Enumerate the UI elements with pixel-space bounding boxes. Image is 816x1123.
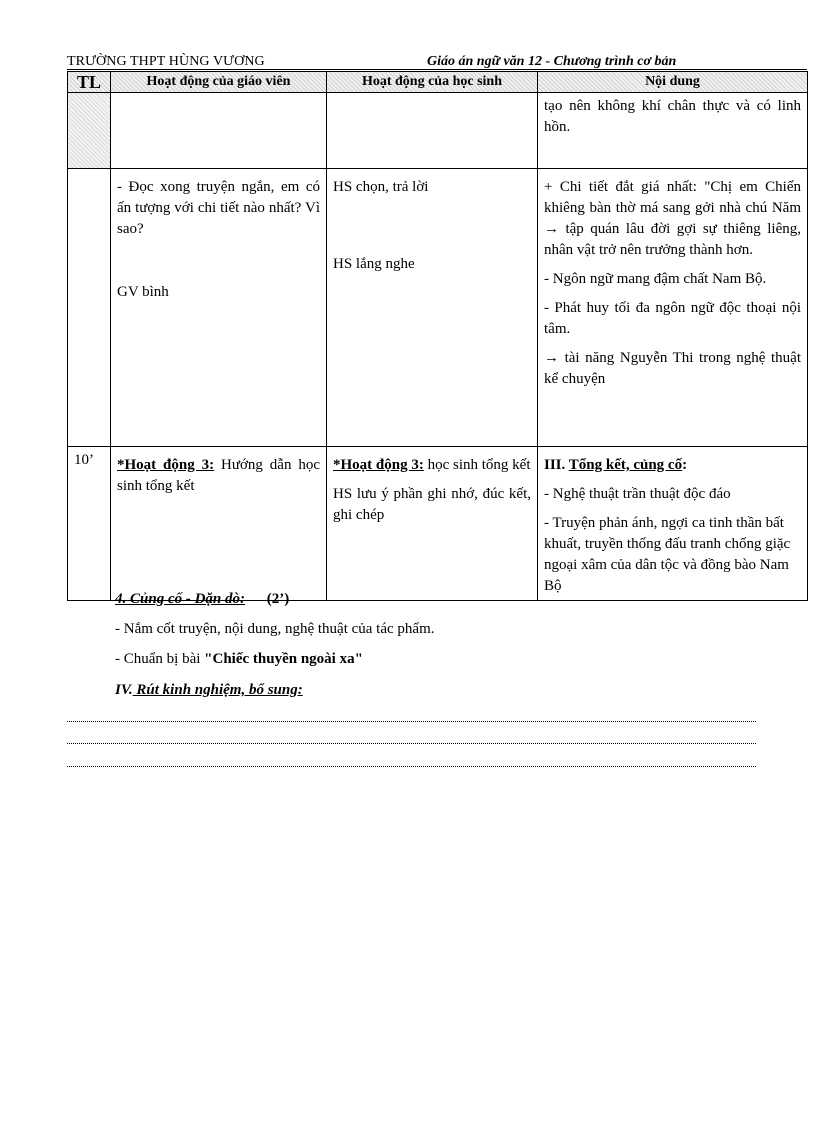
- teacher-activity-text: Hướng dẫn học sinh tổng kết: [117, 457, 320, 494]
- section-4-prepare: - Chuẩn bị bài "Chiếc thuyền ngoài xa": [115, 651, 363, 667]
- section-4-item: - Nắm cốt truyện, nội dung, nghệ thuật của tác phẩm.: [115, 621, 435, 637]
- summary-heading: III. Tổng kết, củng cố:: [544, 457, 688, 473]
- teacher-cell: [111, 169, 327, 447]
- tl-cell: [68, 169, 111, 447]
- section-4-title: 4. Củng cố - Dặn dò:: [115, 591, 246, 607]
- section-iv-heading: IV. Rút kinh nghiệm, bổ sung:: [115, 682, 303, 698]
- teacher-note: GV bình: [117, 284, 169, 300]
- table-row: [68, 447, 808, 601]
- table-row: [68, 93, 808, 169]
- table-header-row: [68, 72, 808, 93]
- document-title: Giáo án ngữ văn 12 - Chương trình cơ bản: [427, 54, 677, 69]
- content-cell: [538, 93, 808, 169]
- content-cell: [538, 447, 808, 601]
- content-paragraph: - Phát huy tối đa ngôn ngữ độc thoại nội tâm.: [544, 300, 801, 337]
- teacher-question: - Đọc xong truyện ngắn, em có ấn tượng với chi tiết nào nhất? Vì sao?: [117, 179, 320, 237]
- column-header-student: Hoạt động của học sinh: [327, 72, 538, 93]
- student-answer: HS chọn, trả lời: [333, 179, 429, 195]
- table-row: [68, 169, 808, 447]
- student-activity-text: học sinh tổng kết: [423, 457, 531, 473]
- page-header: [67, 53, 807, 71]
- student-activity-heading: *Hoạt động 3:: [333, 457, 424, 473]
- lesson-table: [67, 71, 808, 601]
- dotted-line: [67, 721, 756, 722]
- content-paragraph: - Truyện phản ánh, ngợi ca tinh thần bất khuất, truyền thống đấu tranh chống giặc ngoại xâm của dân tộc và đồng bào Nam Bộ: [544, 515, 791, 594]
- student-cell: [327, 447, 538, 601]
- column-header-tl: TL: [68, 72, 111, 93]
- student-listen: HS lắng nghe: [333, 256, 415, 272]
- tl-cell: [68, 93, 111, 169]
- section-4-heading: [115, 589, 289, 609]
- school-name: TRƯỜNG THPT HÙNG VƯƠNG: [67, 54, 265, 69]
- content-paragraph: + Chi tiết đắt giá nhất: "Chị em Chiến khiêng bàn thờ má sang gởi nhà chú Năm → tập quán lâu đời gợi sự thiêng liêng, nhân vật trở nên trưởng thành hơn.: [544, 179, 801, 258]
- column-header-content: Nội dung: [538, 72, 808, 93]
- teacher-cell: [111, 447, 327, 601]
- section-4-time: (2’): [266, 591, 290, 607]
- column-header-teacher: Hoạt động của giáo viên: [111, 72, 327, 93]
- dotted-line: [67, 766, 756, 767]
- student-cell: [327, 169, 538, 447]
- dotted-line: [67, 743, 756, 744]
- next-lesson-title: "Chiếc thuyền ngoài xa": [204, 651, 363, 667]
- teacher-activity-heading: *Hoạt động 3:: [117, 457, 215, 473]
- teacher-cell: [111, 93, 327, 169]
- content-paragraph: - Ngôn ngữ mang đậm chất Nam Bộ.: [544, 271, 767, 287]
- header-rule: [67, 69, 807, 70]
- content-cell: [538, 169, 808, 447]
- tl-cell: 10’: [68, 447, 111, 601]
- content-paragraph: → tài năng Nguyễn Thi trong nghệ thuật kể chuyện: [544, 350, 801, 387]
- student-note: HS lưu ý phần ghi nhớ, đúc kết, ghi chép: [333, 486, 531, 523]
- content-text: tạo nên không khí chân thực và có linh hồn.: [544, 98, 801, 135]
- content-paragraph: - Nghệ thuật trần thuật độc đáo: [544, 486, 731, 502]
- student-cell: [327, 93, 538, 169]
